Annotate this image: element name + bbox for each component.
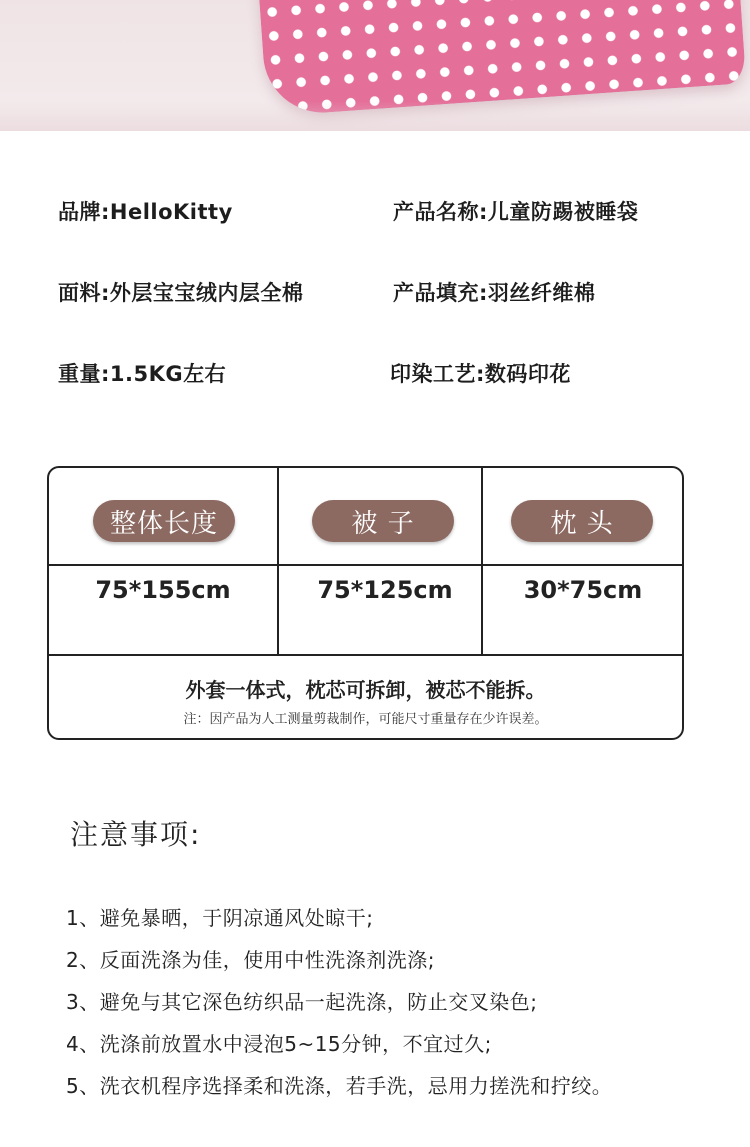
measurement-footnote: 注：因产品为人工测量剪裁制作，可能尺寸重量存在少许误差。 xyxy=(183,712,548,727)
table-divider xyxy=(277,468,279,656)
care-item: 4、洗涤前放置水中浸泡5~15分钟，不宜过久; xyxy=(66,1032,492,1056)
size-total-length: 75*155cm xyxy=(95,576,231,604)
table-divider xyxy=(49,654,682,656)
header-quilt: 被 子 xyxy=(312,500,454,542)
spec-weight: 重量:1.5KG左右 xyxy=(58,362,227,386)
care-item: 5、洗衣机程序选择柔和洗涤，若手洗，忌用力搓洗和拧绞。 xyxy=(66,1074,613,1098)
size-table xyxy=(47,466,684,740)
spec-fabric: 面料:外层宝宝绒内层全棉 xyxy=(58,281,304,305)
table-divider xyxy=(481,468,483,656)
size-pillow: 30*75cm xyxy=(523,576,643,604)
header-total-length: 整体长度 xyxy=(93,500,235,542)
spec-printing: 印染工艺:数码印花 xyxy=(390,362,571,386)
spec-brand: 品牌:HelloKitty xyxy=(58,200,233,224)
polka-dot-pillow-image xyxy=(258,0,747,117)
table-divider xyxy=(49,564,682,566)
construction-note: 外套一体式，枕芯可拆卸，被芯不能拆。 xyxy=(185,678,546,702)
spec-filling: 产品填充:羽丝纤维棉 xyxy=(393,281,596,305)
product-photo xyxy=(0,0,750,131)
size-quilt: 75*125cm xyxy=(317,576,453,604)
care-item: 3、避免与其它深色纺织品一起洗涤，防止交叉染色; xyxy=(66,990,538,1014)
care-item: 1、避免暴晒，于阴凉通风处晾干; xyxy=(66,906,374,930)
care-title: 注意事项: xyxy=(70,818,202,851)
spec-product-name: 产品名称:儿童防踢被睡袋 xyxy=(393,200,639,224)
care-item: 2、反面洗涤为佳，使用中性洗涤剂洗涤; xyxy=(66,948,435,972)
header-pillow: 枕 头 xyxy=(511,500,653,542)
